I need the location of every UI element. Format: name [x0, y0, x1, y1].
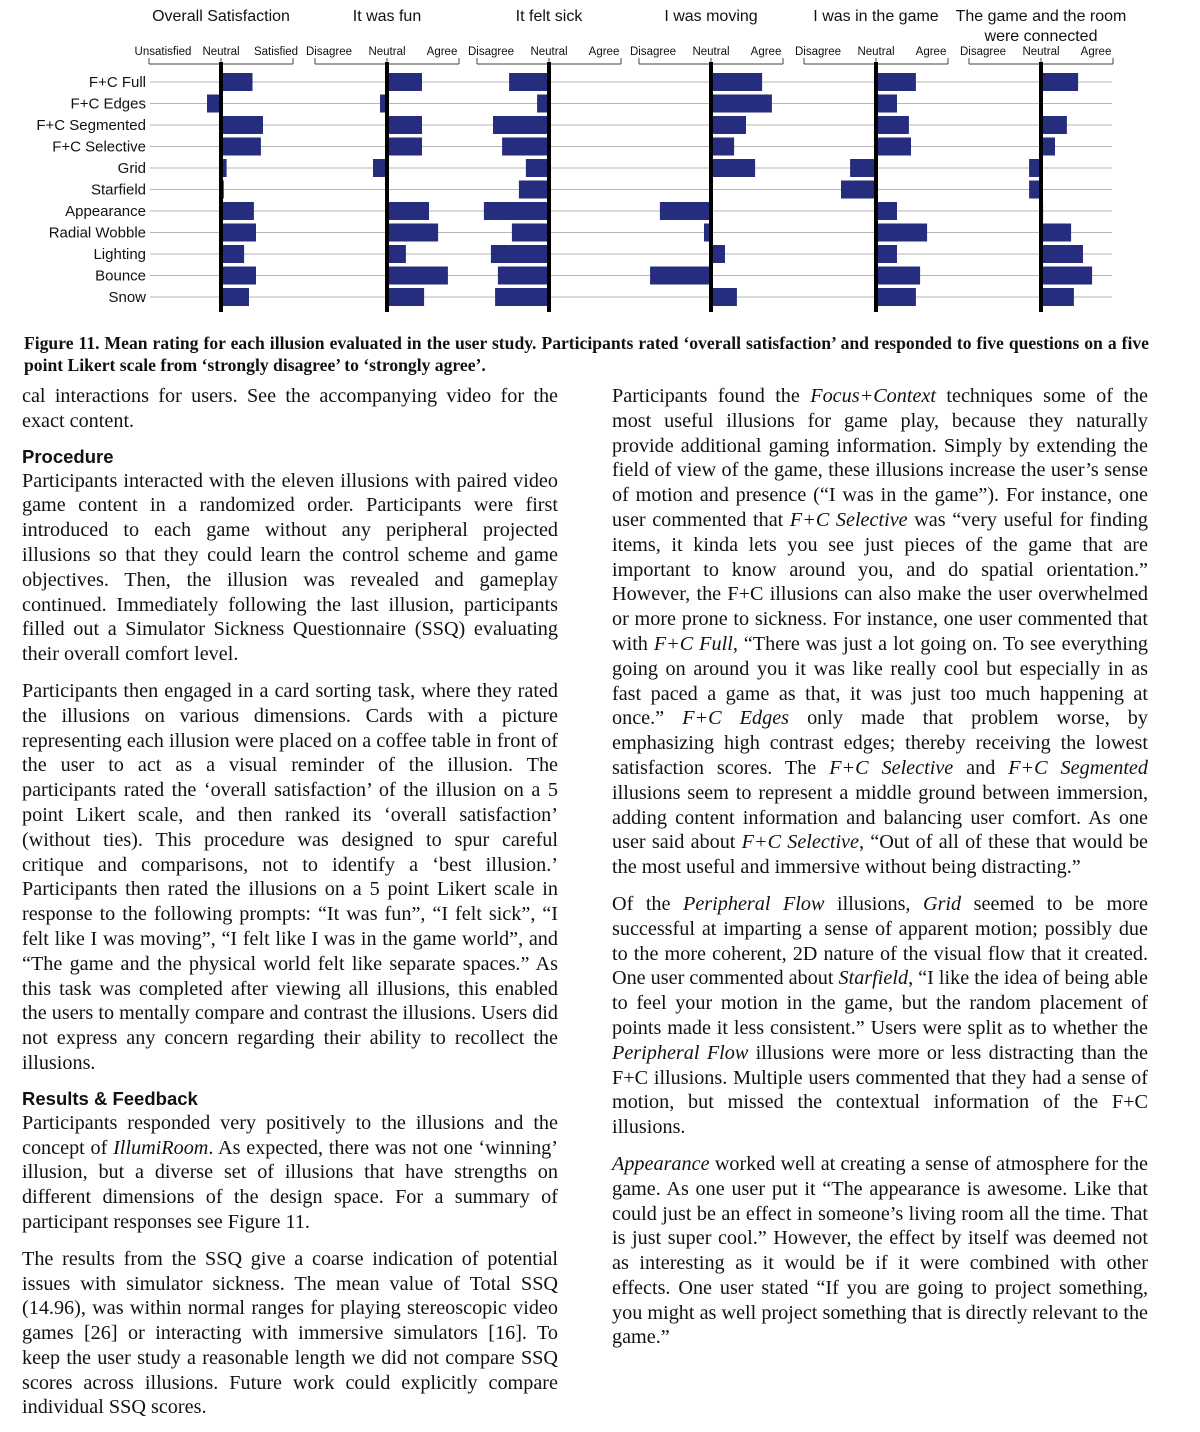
bar	[221, 224, 256, 242]
text-span: techniques some of the most useful illusions for game play, because they naturally provide additional gaming information. Simply by extending the field of view of the game, these illusions increase the user’s sense of motion and presence (“I was in the game”). For instance, one user commented that	[612, 385, 1148, 531]
category-label: Appearance	[65, 203, 146, 220]
category-label: F+C Selective	[52, 138, 146, 156]
bar	[1041, 73, 1078, 91]
bar	[519, 181, 549, 199]
emphasis: Appearance	[612, 1152, 710, 1175]
likert-bar-chart	[0, 0, 1200, 312]
text-span: Of the	[612, 892, 683, 915]
emphasis: Grid	[923, 892, 962, 915]
text-span: seemed to be more successful at imparting a sense of apparent motion; possibly due to the more coherent, 2D nature of the visual flow that it created. One user commented about	[612, 892, 1148, 990]
text-span: and	[953, 756, 1009, 779]
paragraph-procedure-1: Participants interacted with the eleven illusions with paired video game content in a randomized order. Participants were first introduced to each game without any peripheral projected illusions so that they could learn the control scheme and game objectives. Then, the illusion was revealed and gameplay continued. Immediately following the last illusion, participants filled out a Simulator Sickness Questionnaire (SSQ) evaluating their overall comfort level.	[22, 469, 558, 666]
tick-label: Neutral	[202, 46, 240, 58]
series-title: The game and the room	[955, 8, 1127, 25]
tick-label: Disagree	[959, 46, 1007, 58]
paragraph-focus-context	[612, 384, 1148, 880]
tick-label: Unsatisfied	[134, 46, 192, 58]
bar	[711, 73, 762, 91]
series-title: I was moving	[664, 8, 758, 25]
bar	[387, 202, 429, 220]
category-label: Lighting	[93, 246, 146, 263]
emphasis: F+C Selective	[829, 756, 954, 779]
tick-label: Neutral	[530, 46, 568, 58]
tick-label: Agree	[750, 46, 782, 58]
paragraph-results-2: The results from the SSQ give a coarse indication of potential issues with simulator sickness. The mean value of Total SSQ (14.96), was within normal ranges for playing stereoscopic video games [26] or interacting with immersive simulators [16]. To keep the user study a reasonable length we did not compare SSQ scores across illusions. Future work could explicitly compare individual SSQ scores.	[22, 1247, 558, 1419]
text-span: illusions seem to represent a middle ground between immersion, adding content information and balancing user comfort. As one user said about	[612, 781, 1148, 854]
category-label: Radial Wobble	[48, 224, 146, 242]
series-title: Overall Satisfaction	[152, 8, 290, 25]
bar	[876, 288, 916, 306]
bar	[876, 73, 916, 91]
bar	[1041, 288, 1074, 306]
bar	[387, 267, 448, 285]
bar	[876, 267, 920, 285]
heading-procedure: Procedure	[22, 445, 114, 467]
bar	[711, 138, 734, 156]
emphasis: Peripheral Flow	[612, 1041, 749, 1064]
bar	[221, 202, 254, 220]
emphasis: Starfield	[838, 967, 909, 990]
text-span: Participants found the	[612, 385, 811, 407]
bar	[373, 159, 387, 177]
emphasis: F+C Selective	[741, 831, 859, 854]
bar	[876, 116, 909, 134]
tick-label: Agree	[915, 46, 947, 58]
bar	[711, 116, 746, 134]
tick-label: Disagree	[629, 46, 677, 58]
bar	[221, 116, 263, 134]
tick-label: Agree	[588, 46, 620, 58]
tick-label: Neutral	[857, 46, 895, 58]
paragraph-results-1	[22, 1111, 558, 1235]
bar	[1041, 267, 1092, 285]
bar	[1041, 116, 1067, 134]
text-span: . As expected, there was not one ‘winning’ illusion, but a diverse set of illusions that have strengths on different dimensions of the design space. For a summary of participant responses see Figure 11.	[22, 1136, 558, 1233]
emphasis: Peripheral Flow	[683, 892, 825, 915]
bar	[493, 116, 549, 134]
bar	[387, 224, 438, 242]
bar	[495, 288, 549, 306]
bar	[850, 159, 876, 177]
bar	[711, 288, 737, 306]
bar	[387, 245, 406, 263]
bar	[876, 224, 927, 242]
series-title: I was in the game	[813, 8, 939, 25]
figure-11-chart	[0, 0, 1200, 312]
text-span: Participants responded very positively to the illusions and the concept of	[22, 1111, 558, 1159]
category-label: F+C Full	[88, 74, 146, 91]
category-label: Grid	[117, 160, 146, 177]
bar	[1041, 245, 1083, 263]
bar	[509, 73, 549, 91]
tick-label: Disagree	[467, 46, 515, 58]
bar	[387, 116, 422, 134]
bar	[387, 73, 422, 91]
emphasis: F+C Selective	[789, 508, 908, 531]
category-label: F+C Edges	[70, 95, 146, 113]
series-title: were connected	[984, 28, 1098, 45]
bar	[526, 159, 549, 177]
series-title: It felt sick	[515, 8, 583, 25]
bar	[711, 159, 755, 177]
bar	[491, 245, 549, 263]
paragraph-intro: cal interactions for users. See the accompanying video for the exact content.	[22, 385, 558, 432]
text-span: worked well at creating a sense of atmosphere for the game. As one user put it “The appearance is awesome. Like that could just be an effect in someone’s living room all the time. That is just super cool.” However, the effect by itself was deemed not as interesting as it would be if it were combined with other effects. One user stated “If you are going to project something, you might as well project something that is directly relevant to the game.”	[612, 1152, 1148, 1349]
tick-label: Agree	[426, 46, 458, 58]
emphasis-illumiroom: IllumiRoom	[113, 1136, 209, 1159]
bar	[660, 202, 711, 220]
tick-label: Disagree	[794, 46, 842, 58]
tick-label: Neutral	[692, 46, 730, 58]
text-span: , “There was just a lot going on. To see everything going on around you it was like really cool but especially in as fast paced a game as that, it was just too much happening at once.”	[612, 632, 1149, 730]
series-title: It was fun	[352, 8, 422, 25]
text-span: , “I like the idea of being able to feel your motion in the game, but the random placement of points made it less consistent.” Users were split as to whether the	[612, 967, 1149, 1039]
text-span: , “Out of all of these that would be the most useful and immersive without being distracting.”	[612, 831, 1149, 879]
figure-caption: Figure 11. Mean rating for each illusion evaluated in the user study. Participants rated ‘overall satisfaction’ and responded to five questions on a five point Likert scale from ‘strongly disagree’ to ‘strongly agree’.	[24, 333, 1149, 375]
heading-results: Results & Feedback	[22, 1087, 198, 1109]
right-column	[612, 384, 1148, 1362]
category-label: Bounce	[95, 267, 146, 285]
category-label: F+C Segmented	[36, 117, 146, 134]
bar	[502, 138, 549, 156]
tick-label: Satisfied	[253, 46, 299, 58]
left-column	[22, 384, 558, 1432]
emphasis: F+C Full	[653, 632, 733, 655]
bar	[484, 202, 549, 220]
category-label: Snow	[108, 289, 146, 306]
bar	[387, 138, 422, 156]
emphasis: F+C Edges	[682, 707, 790, 730]
bar	[876, 245, 897, 263]
text-span: illusions,	[824, 892, 923, 915]
bar	[876, 95, 897, 113]
category-label: Starfield	[90, 181, 146, 199]
emphasis: F+C Segmented	[1008, 756, 1148, 779]
bar	[221, 138, 261, 156]
tick-label: Disagree	[305, 46, 353, 58]
bar	[876, 202, 897, 220]
bar	[841, 181, 876, 199]
bar	[1041, 138, 1055, 156]
bar	[221, 267, 256, 285]
paragraph-peripheral-flow	[612, 892, 1148, 1140]
bar	[876, 138, 911, 156]
bar	[498, 267, 549, 285]
bar	[221, 288, 249, 306]
bar	[207, 95, 221, 113]
text-span: illusions were more or less distracting than the F+C illusions. Multiple users commented that they had a sense of motion, but missed the contextual information of the F+C illusions.	[612, 1041, 1148, 1139]
bar	[221, 73, 253, 91]
bar	[387, 288, 424, 306]
bar	[512, 224, 549, 242]
paragraph-appearance	[612, 1152, 1148, 1350]
paragraph-procedure-2: Participants then engaged in a card sorting task, where they rated the illusions on various dimensions. Cards with a picture representing each illusion were placed on a coffee table in front of the user to act as a visual reminder of the illusion. The participants rated the ‘overall satisfaction’ of the illusion on a 5 point Likert scale, and then ranked its ‘overall satisfaction’ (without ties). This procedure was designed to spur careful critique and comparisons, not to identify a ‘best illusion.’ Participants then rated the illusions on a 5 point Likert scale in response to the following prompts: “It was fun”, “I felt sick”, “I felt like I was moving”, “I felt like I was in the game world”, and “The game and the physical world felt like separate spaces.” As this task was completed after viewing all illusions, this enabled the users to mentally compare and contrast the illusions. Users did not express any concern regarding their ability to recollect the illusions.	[22, 679, 558, 1074]
tick-label: Neutral	[1022, 46, 1060, 58]
bar	[711, 245, 725, 263]
tick-label: Agree	[1080, 46, 1112, 58]
text-span: was “very useful for finding items, it kinda lets you see just pieces of the game that are important to know around you, and do spatial orientation.” However, the F+C illusions can also make the user overwhelmed or more prone to sickness. For instance, one user commented that with	[612, 508, 1148, 655]
bar	[1041, 224, 1071, 242]
bar	[650, 267, 711, 285]
text-span: only made that problem worse, by emphasizing high contrast edges; thereby receiving the lowest satisfaction scores. The	[612, 707, 1148, 779]
bar	[711, 95, 772, 113]
bar	[221, 245, 244, 263]
tick-label: Neutral	[368, 46, 406, 58]
emphasis: Focus+Context	[810, 385, 936, 407]
